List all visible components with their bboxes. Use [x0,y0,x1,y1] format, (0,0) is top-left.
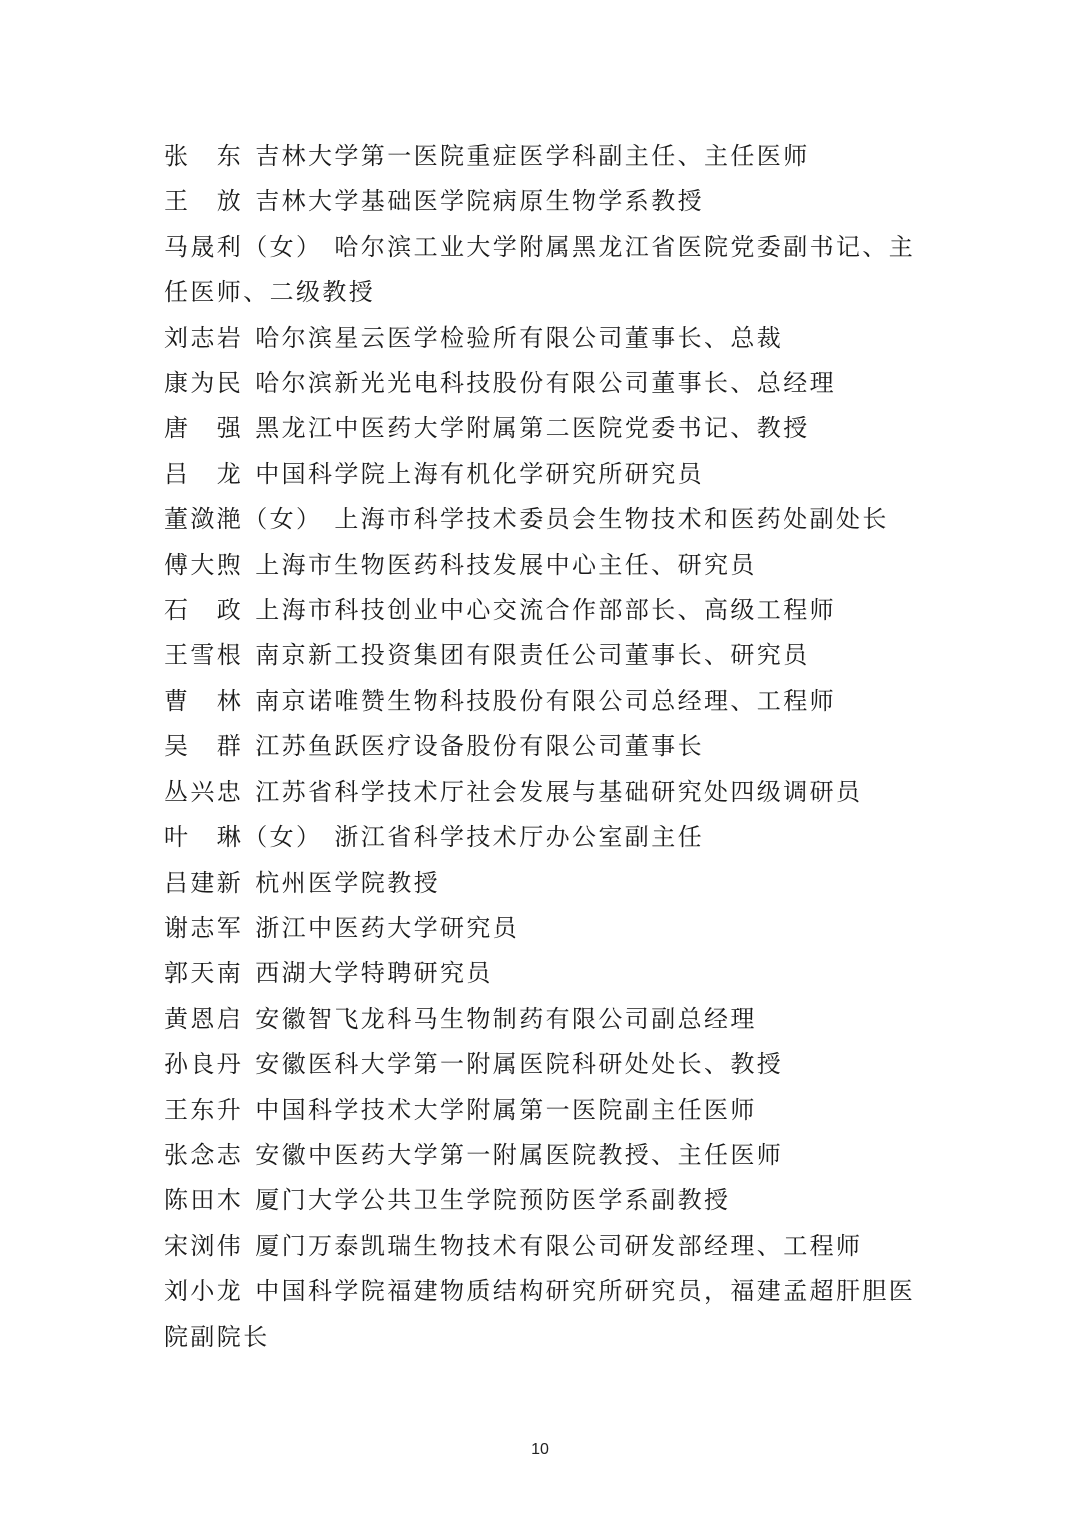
member-entry [164,316,924,361]
member-name: 石 政 [164,596,244,625]
member-entry [164,1224,924,1269]
member-title: 江苏省科学技术厅社会发展与基础研究处四级调研员 [255,777,863,806]
member-name: 刘小龙 [164,1277,244,1306]
member-name: 吕建新 [164,868,244,897]
member-name: 黄恩启 [164,1004,244,1033]
member-entry [164,1088,924,1133]
member-title: 哈尔滨工业大学附属黑龙江省医院党委副书记、主任医师、二级教授 [164,232,916,307]
member-title: 南京诺唯赞生物科技股份有限公司总经理、工程师 [255,686,837,715]
member-entry [164,861,924,906]
member-entry [164,497,924,542]
member-name: 王雪根 [164,641,244,670]
member-title: 上海市科学技术委员会生物技术和医药处副处长 [334,505,889,534]
page-number: 10 [531,1441,549,1458]
member-name: 曹 林 [164,686,244,715]
member-name: 康为民 [164,369,244,398]
member-name: 马晟利（女） [164,232,323,261]
member-title: 杭州医学院教授 [255,868,441,897]
member-title: 哈尔滨星云医学检验所有限公司董事长、总裁 [255,323,784,352]
member-name: 宋浏伟 [164,1231,244,1260]
member-title: 中国科学院上海有机化学研究所研究员 [255,459,705,488]
member-entry [164,179,924,224]
member-name: 谢志军 [164,913,244,942]
member-title: 哈尔滨新光光电科技股份有限公司董事长、总经理 [255,369,837,398]
member-entry [164,1133,924,1178]
member-title: 安徽智飞龙科马生物制药有限公司副总经理 [255,1004,757,1033]
member-title: 安徽中医药大学第一附属医院教授、主任医师 [255,1140,784,1169]
member-entry [164,1269,924,1360]
member-entry [164,679,924,724]
member-title: 上海市生物医药科技发展中心主任、研究员 [255,550,757,579]
member-entry [164,361,924,406]
member-title: 安徽医科大学第一附属医院科研处处长、教授 [255,1050,784,1079]
member-title: 中国科学院福建物质结构研究所研究员，福建孟超肝胆医院副院长 [164,1277,916,1351]
member-title: 吉林大学基础医学院病原生物学系教授 [255,187,705,216]
member-title: 厦门万泰凯瑞生物技术有限公司研发部经理、工程师 [255,1231,863,1260]
member-title: 上海市科技创业中心交流合作部部长、高级工程师 [255,596,837,625]
member-name: 孙良丹 [164,1050,244,1079]
member-entry [164,815,924,860]
member-entry [164,633,924,678]
member-name: 吴 群 [164,732,244,761]
member-name: 王 放 [164,187,244,216]
member-title: 厦门大学公共卫生学院预防医学系副教授 [255,1186,731,1215]
member-name: 张 东 [164,142,244,170]
member-entry [164,452,924,497]
member-name: 张念志 [164,1140,244,1169]
member-name: 丛兴忠 [164,777,244,806]
member-name: 傅大煦 [164,550,244,579]
member-title: 浙江中医药大学研究员 [255,913,520,942]
member-entry [164,770,924,815]
member-title: 浙江省科学技术厅办公室副主任 [334,823,705,852]
member-name: 王东升 [164,1095,244,1124]
member-entry [164,406,924,451]
member-name: 刘志岩 [164,323,244,352]
member-title: 黑龙江中医药大学附属第二医院党委书记、教授 [255,414,810,443]
member-name: 吕 龙 [164,459,244,488]
member-entry [164,1178,924,1223]
member-entry [164,588,924,633]
member-title: 中国科学技术大学附属第一医院副主任医师 [255,1095,757,1124]
member-entry [164,724,924,769]
member-title: 西湖大学特聘研究员 [255,959,493,988]
member-title: 吉林大学第一医院重症医学科副主任、主任医师 [255,142,810,170]
member-entry [164,1042,924,1087]
member-name: 董潋滟（女） [164,505,323,534]
member-title: 江苏鱼跃医疗设备股份有限公司董事长 [255,732,705,761]
member-entry [164,134,924,179]
member-list [164,134,924,1360]
member-name: 陈田木 [164,1186,244,1215]
member-entry [164,906,924,951]
member-name: 叶 琳（女） [164,823,323,852]
member-entry [164,997,924,1042]
member-title: 南京新工投资集团有限责任公司董事长、研究员 [255,641,810,670]
member-name: 唐 强 [164,414,244,443]
member-entry [164,951,924,996]
member-name: 郭天南 [164,959,244,988]
member-entry [164,543,924,588]
member-entry [164,225,924,316]
